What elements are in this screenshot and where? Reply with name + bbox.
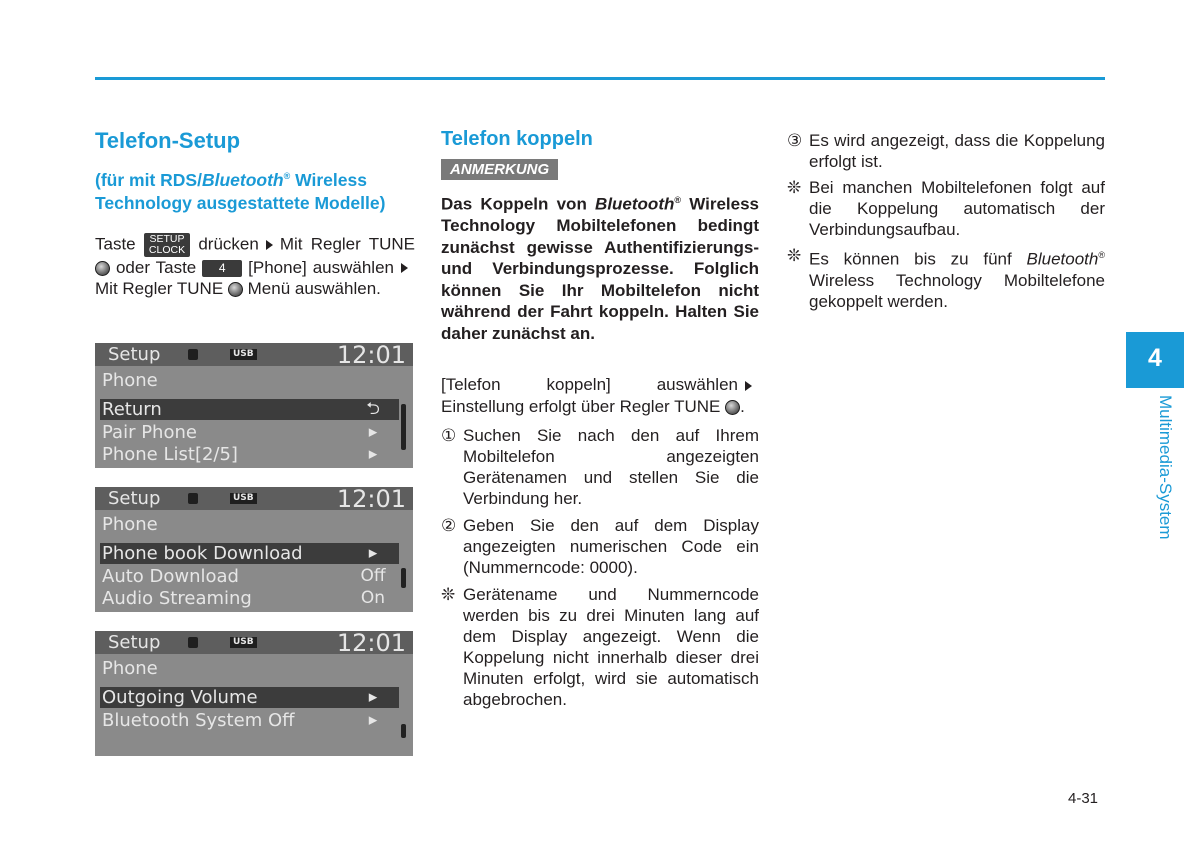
tune-knob-icon <box>228 282 243 297</box>
screen-subtitle: Phone <box>102 370 158 391</box>
menu-item-phone-list: Phone List[2/5] <box>102 444 238 465</box>
setup-key-label: SETUP <box>149 232 185 245</box>
note-symbol: ❊ <box>787 178 802 197</box>
instr-text-1: Taste <box>95 234 136 254</box>
step-number: ① <box>441 426 457 446</box>
screen-title: Setup <box>108 488 161 509</box>
note-p2: Wireless Technology Mobiltelefonen bedingt zunächst gewisse Authentifizierungs- und Verbindungsprozesse. Folglich können Sie Ihr Mobiltelefon nicht während der Fahrt koppeln. Halten Sie daher zunächst an. <box>441 194 760 343</box>
chevron-right-icon: ▸ <box>368 710 378 730</box>
instr-text-4: oder Taste <box>115 257 197 277</box>
return-icon: ⮌ <box>347 399 399 420</box>
note-text: Bei manchen Mobiltelefonen folgt auf die Koppelung automatisch der Verbindungsaufbau. <box>809 178 1105 239</box>
chevron-right-icon: ▸ <box>347 687 399 708</box>
arrow-right-icon <box>266 240 273 250</box>
note-auto-connect <box>787 177 1105 240</box>
instr-text-2: drücken <box>198 234 259 254</box>
note-symbol: ❊ <box>787 246 802 265</box>
screen-clock: 12:01 <box>336 485 406 513</box>
step-text: Suchen Sie nach den auf Ihrem Mobiltelefon angezeigten Gerätenamen und stellen Sie die Verbindung her. <box>463 426 759 509</box>
note-bluetooth: Bluetooth <box>595 194 675 214</box>
menu-item-auto-download: Auto Download <box>102 566 239 587</box>
select-instructions <box>441 374 759 417</box>
note2-p2: Wireless Technology Mobiltelefone gekoppelt werden. <box>809 270 1105 311</box>
menu-item-phonebook-download: Phone book Download <box>100 543 347 564</box>
subtitle-suffix: Wireless Technology ausgestattete Modelle) <box>95 169 386 213</box>
step-number: ③ <box>787 131 803 150</box>
note2-p1: Es können bis zu fünf <box>809 249 1027 269</box>
step-text: Es wird angezeigt, dass die Koppelung erfolgt ist. <box>809 131 1105 171</box>
column-left <box>95 128 415 300</box>
chapter-title-vertical: Multimedia-System <box>1156 395 1175 540</box>
menu-item-bluetooth-system-off: Bluetooth System Off <box>102 710 295 731</box>
scrollbar-thumb <box>401 404 406 450</box>
step-note <box>441 584 759 710</box>
tune-knob-icon <box>725 400 740 415</box>
screen-title: Setup <box>108 344 161 365</box>
chevron-right-icon: ▸ <box>368 422 378 442</box>
instr-text-5: [Phone] auswählen <box>248 257 394 277</box>
key-4: 4 <box>202 260 242 277</box>
menu-item-pair-phone: Pair Phone <box>102 422 197 443</box>
column-middle <box>441 128 759 710</box>
chevron-right-icon: ▸ <box>368 444 378 464</box>
bluetooth-icon <box>188 349 198 360</box>
lcd-screen-3 <box>95 631 413 756</box>
registered-mark: ® <box>674 195 682 205</box>
subtitle-bluetooth: Bluetooth <box>201 169 284 190</box>
chapter-number-tab: 4 <box>1126 332 1184 388</box>
usb-icon: USB <box>230 493 257 504</box>
instr-text-7: Menü auswählen. <box>247 279 381 299</box>
screen-title: Setup <box>108 632 161 653</box>
lcd-screen-2 <box>95 487 413 612</box>
audio-streaming-value: On <box>360 588 386 608</box>
arrow-right-icon <box>745 381 752 391</box>
menu-item-return: Return <box>100 399 347 420</box>
clock-key-label: CLOCK <box>148 243 186 256</box>
select-text-2: Einstellung erfolgt über Regler TUNE <box>441 396 721 416</box>
step-3 <box>787 130 1105 172</box>
menu-item-outgoing-volume: Outgoing Volume <box>100 687 347 708</box>
step-number: ② <box>441 516 457 536</box>
tune-knob-icon <box>95 261 110 276</box>
scrollbar <box>400 544 407 606</box>
section-title-telefon-setup: Telefon-Setup <box>95 128 241 153</box>
column-right <box>787 130 1105 312</box>
note-badge-wrap <box>441 159 759 180</box>
screen-subtitle: Phone <box>102 514 158 535</box>
step-text: Geben Sie den auf dem Display angezeigten numerischen Code ein (Nummerncode: 0000). <box>463 516 759 578</box>
bluetooth-icon <box>188 493 198 504</box>
instr-text-3: Mit Regler TUNE <box>279 234 415 254</box>
setup-instructions <box>95 233 415 300</box>
bluetooth-icon <box>188 637 198 648</box>
header-rule <box>95 77 1105 80</box>
lcd-screen-1 <box>95 343 413 468</box>
step-1 <box>441 425 759 509</box>
registered-mark: ® <box>1098 250 1105 260</box>
note-symbol: ❊ <box>441 585 456 605</box>
page-number: 4-31 <box>1068 790 1099 807</box>
instr-text-6: Mit Regler TUNE <box>95 279 224 299</box>
section-title-telefon-koppeln: Telefon koppeln <box>441 128 593 150</box>
setup-clock-key <box>144 233 190 257</box>
arrow-right-icon <box>401 263 408 273</box>
usb-icon: USB <box>230 637 257 648</box>
note-p1: Das Koppeln von <box>441 194 596 214</box>
screen-subtitle: Phone <box>102 658 158 679</box>
note-text <box>809 245 1105 312</box>
select-text-3: . <box>740 396 745 416</box>
registered-mark: ® <box>283 171 291 181</box>
section-subtitle <box>95 165 415 215</box>
select-text-1: [Telefon koppeln] auswählen <box>441 375 738 395</box>
menu-item-audio-streaming: Audio Streaming <box>102 588 252 609</box>
screen-clock: 12:01 <box>336 629 406 657</box>
chevron-right-icon: ▸ <box>347 543 399 564</box>
note2-bluetooth: Bluetooth <box>1026 249 1099 269</box>
scrollbar <box>400 688 407 750</box>
auto-download-value: Off <box>360 566 386 586</box>
step-2 <box>441 515 759 578</box>
note-five-phones <box>787 245 1105 312</box>
step-text: Gerätename und Nummerncode werden bis zu drei Minuten lang auf dem Display angezeigt. Wenn die Koppelung nicht innerhalb dieser drei Minuten erfolgt, wird sie automatisch abgebrochen. <box>463 585 759 710</box>
scrollbar <box>400 400 407 462</box>
screen-clock: 12:01 <box>336 341 406 369</box>
subtitle-prefix: (für mit RDS/ <box>95 169 202 190</box>
scrollbar-thumb <box>401 568 406 588</box>
note-text <box>441 190 759 344</box>
usb-icon: USB <box>230 349 257 360</box>
scrollbar-thumb <box>401 724 406 738</box>
note-badge: ANMERKUNG <box>441 159 558 180</box>
